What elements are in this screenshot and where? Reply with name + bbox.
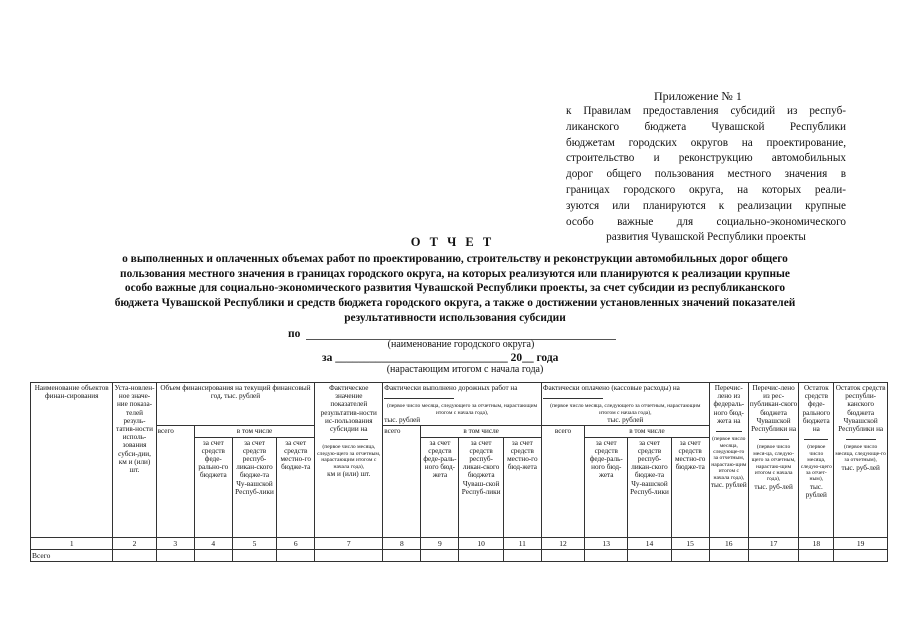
column-number: 11 [503,537,541,549]
column-number: 14 [628,537,671,549]
header-transferred-fed [709,383,748,538]
column-number: 5 [232,537,276,549]
table-cell[interactable] [113,549,156,561]
header-transferred-rep-unit: тыс. руб-лей [754,482,793,491]
header-fed-balance-text: Остаток средств феде-рального бюджета на [802,384,831,434]
table-cell[interactable] [585,549,628,561]
header-rep-balance-text: Остаток средств республи-канского бюджета Чувашской Республики на [835,384,886,434]
table-cell[interactable] [232,549,276,561]
date-blank[interactable] [543,392,603,399]
table-cell[interactable] [459,549,503,561]
header-actual-value [315,383,383,538]
appendix-line: ликанского бюджета Чувашской Республики [566,120,846,133]
header-done-text: Фактически выполнено дорожных работ на [384,384,518,392]
heading-line: о выполненных и оплаченных объемах работ по проектированию, строительству и реконструкции автомобильных дорог общего [122,253,788,265]
column-number: 13 [585,537,628,549]
table-cell[interactable] [799,549,834,561]
header-incl: в том числе [194,426,315,437]
column-number: 18 [799,537,834,549]
column-number: 10 [459,537,503,549]
za-year-suffix: __ года [522,352,559,364]
header-transferred-rep-text: Перечис-лено из рес-публикан-ского бюджета Чувашской Республики на [749,384,798,434]
appendix-line: зуются или планируются к реализации крупные [566,199,846,212]
column-number: 15 [671,537,709,549]
heading-line: особо важные для социально-экономического развития Чувашской Республики проекты, за счет субсидии из республиканского [124,282,786,295]
po-label: по [288,328,301,340]
column-number: 8 [383,537,421,549]
table-cell[interactable] [671,549,709,561]
header-rep-balance-unit: тыс. руб-лей [841,463,880,472]
table-cell[interactable] [628,549,671,561]
header-rep-balance [834,383,888,538]
header-total: всего [383,426,421,537]
header-actual-value-note: (первое число месяца, следую-щего за отчетным, нарастающим итогом с начала года), [317,444,381,470]
za-year-prefix: 20 [510,352,523,364]
header-incl: в том числе [585,426,710,437]
table-cell[interactable] [421,549,459,561]
date-blank[interactable] [716,425,742,432]
header-fed: за счет средств феде-рально-го бюджета [194,437,232,537]
header-rep: за счет средств респуб-ликан-ского бюджета Чуваш-ской Респуб-лики [459,437,503,537]
table-cell[interactable] [748,549,798,561]
report-heading [20,252,890,326]
appendix-line: строительство и реконструкцию автомобильных [566,152,846,165]
header-loc: за счет средств местно-го бюдже-та [671,437,709,537]
heading-line: бюджета Чувашской Республики и средств бюджета городского округа, а также о достижении установленных значений показателей [114,297,796,310]
column-number: 16 [709,537,748,549]
date-blank[interactable] [384,392,454,399]
header-actual-value-text: Фактическое значение показателей результатив-ности ис-пользования субсидии на [320,384,377,434]
table-cell[interactable] [277,549,315,561]
column-number: 9 [421,537,459,549]
table-cell[interactable] [156,549,194,561]
header-transferred-fed-note: (первое число месяца, следующе-го за отчетным, нарастаю-щим итогом с начала года), [711,436,747,481]
za-caption: (нарастающим итогом с начала года) [386,364,544,375]
heading-line: результативности использования субсидии [344,311,566,324]
header-done-unit: тыс. рублей [384,416,421,425]
appendix-line: дорог общего пользования местного значения в [566,168,846,181]
column-number: 19 [834,537,888,549]
header-volume: Объем финансирования на текущий финансовый год, тыс. рублей [156,383,315,426]
header-total: всего [541,426,584,537]
table-cell[interactable] [383,549,421,561]
column-number: 2 [113,537,156,549]
za-label: за [322,352,333,364]
header-paid-text: Фактически оплачено (кассовые расходы) на [542,384,680,392]
header-done [383,383,542,426]
table-cell[interactable] [834,549,888,561]
header-fed-balance-note: (первое число месяца, следую-щего за отчет-ным), [800,444,832,483]
header-fed: за счет средств феде-раль-ного бюд-жета [585,437,628,537]
header-loc: за счет средств местно-го бюдже-та [277,437,315,537]
column-number: 4 [194,537,232,549]
column-number: 3 [156,537,194,549]
total-row [31,549,888,561]
appendix-line: развития Чувашской Республики проекты [606,231,806,244]
appendix-line: особо важные для социально-экономического [566,215,846,228]
table-cell[interactable] [315,549,383,561]
header-paid-note: (первое число месяца, следующего за отчетным, нарастающим итогом с начала года), [550,403,701,416]
column-number: 1 [31,537,113,549]
table-cell[interactable] [194,549,232,561]
appendix-line: бюджетам городских округов на проектирование, [566,136,846,149]
header-paid-unit: тыс. рублей [607,416,644,425]
column-number: 7 [315,537,383,549]
header-total: всего [156,426,194,537]
appendix-line: к Правилам предоставления субсидий из респуб- [566,105,846,117]
date-blank[interactable] [330,433,368,440]
header-rep: за счет средств респуб-ликан-ского бюдже-та Чу-вашской Респуб-лики [628,437,671,537]
header-paid [541,383,709,426]
header-transferred-fed-text: Перечис-лено из федераль-ного бюд-жета на [713,384,745,425]
date-blank[interactable] [759,433,789,440]
header-transferred-rep-note: (первое число меся-ца, следую-щего за отчетным, нарастаю-щим итогом с начала года), [751,444,796,483]
header-rep: за счет средств респуб-ликан-ского бюдже-та Чу-вашской Респуб-лики [232,437,276,537]
table-cell[interactable] [503,549,541,561]
appendix-block [566,89,846,246]
header-done-note: (первое число месяца, следующего за отчетным, нарастающим итогом с начала года), [386,403,538,416]
header-rep-balance-note: (первое число месяца, следующе-го за отчетным), [835,444,886,464]
za-fill-line[interactable]: ______________________________ [335,352,508,364]
heading-line: пользования местного значения в границах городского округа, на которых реализуются или планируются к реализации крупные [120,267,790,280]
report-title: О Т Ч Е Т [410,235,495,249]
header-actual-value-unit: км и (или) шт. [327,470,371,479]
po-caption: (наименование городского округа) [387,339,535,350]
header-fed-balance-unit: тыс. рублей [805,482,827,500]
appendix-title: Приложение № 1 [654,89,742,103]
header-transferred-rep [748,383,798,538]
header-transferred-fed-unit: тыс. рублей [710,481,747,490]
date-blank[interactable] [846,433,876,440]
table-cell[interactable] [709,549,748,561]
za-line [322,352,558,364]
column-number: 6 [277,537,315,549]
header-target: Уста-новлен-ное значе-ние показа-телей резуль-татив-ности исполь-зования субси-дии, км и (или) шт. [113,383,156,538]
table-cell[interactable] [541,549,584,561]
header-fed: за счет средств феде-раль-ного бюд-жета [421,437,459,537]
report-table [30,382,888,562]
header-loc: за счет средств местно-го бюд-жета [503,437,541,537]
header-incl: в том числе [421,426,542,437]
appendix-line: границах городского округа, на которых реали- [566,183,846,196]
column-number: 12 [541,537,584,549]
date-blank[interactable] [804,433,828,440]
column-number-row [31,537,888,549]
header-fed-balance [799,383,834,538]
column-number: 17 [748,537,798,549]
header-name: Наименование объектов финан-сирования [31,383,113,538]
total-row-label: Всего [31,549,113,561]
